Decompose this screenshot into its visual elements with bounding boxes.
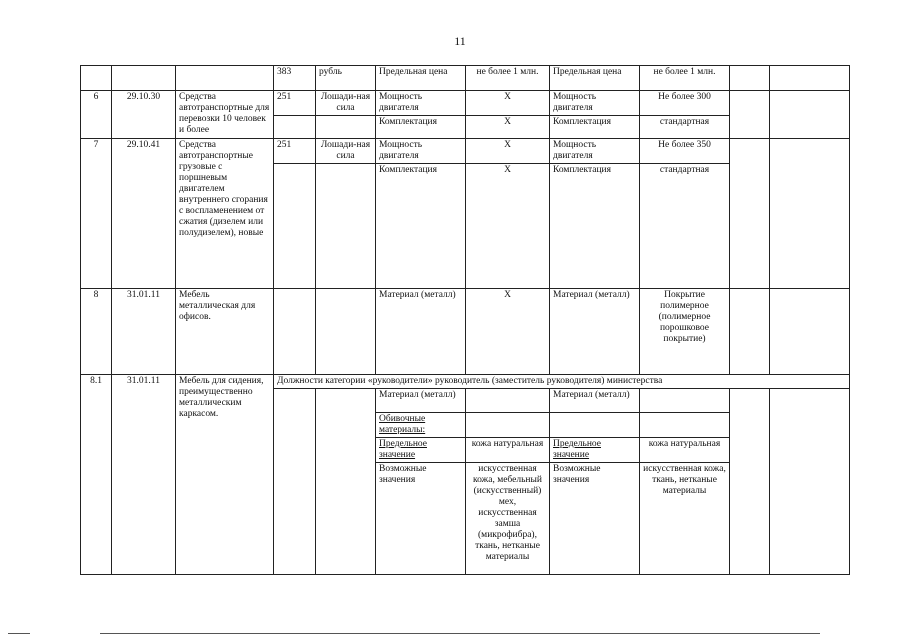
cell-characteristic: Возможные значения — [376, 463, 466, 575]
cell-characteristic: Предельная цена — [376, 66, 466, 91]
cell-empty — [770, 91, 850, 139]
cell-code — [274, 164, 316, 289]
cell-empty — [730, 389, 770, 575]
cell-okpd: 29.10.30 — [112, 91, 176, 139]
cell-unit — [316, 289, 376, 375]
cell-code — [274, 116, 316, 139]
cell-value-2: Не более 300 — [640, 91, 730, 116]
cell-empty — [770, 289, 850, 375]
cell-value: не более 1 млн. — [466, 66, 550, 91]
cell-characteristic-2: Предельная цена — [550, 66, 640, 91]
cell-unit: Лошади-ная сила — [316, 91, 376, 116]
cell-name: Мебель металлическая для офисов. — [176, 289, 274, 375]
cell-characteristic-2: Комплектация — [550, 116, 640, 139]
cell-code: 383 — [274, 66, 316, 91]
cell-empty — [730, 91, 770, 139]
cell-value-2 — [640, 389, 730, 413]
cell-characteristic: Материал (металл) — [376, 389, 466, 413]
cell-unit — [316, 389, 376, 575]
category-header: Должности категории «руководители» руководитель (заместитель руководителя) министерства — [274, 375, 850, 389]
cell-name — [176, 66, 274, 91]
cell-empty — [770, 139, 850, 289]
cell-code: 251 — [274, 91, 316, 116]
cell-empty — [730, 66, 770, 91]
cell-characteristic-2 — [550, 413, 640, 438]
cell-value — [466, 413, 550, 438]
cell-characteristic-2: Материал (металл) — [550, 289, 640, 375]
cell-characteristic: Комплектация — [376, 164, 466, 289]
footer-rule-left — [8, 633, 30, 634]
table-row — [81, 66, 850, 91]
cell-characteristic-2: Комплектация — [550, 164, 640, 289]
cell-value-2: кожа натуральная — [640, 438, 730, 463]
cell-empty — [770, 66, 850, 91]
cell-empty — [730, 289, 770, 375]
cell-value — [466, 389, 550, 413]
cell-value-2: стандартная — [640, 164, 730, 289]
cell-num: 7 — [81, 139, 112, 289]
cell-characteristic-2: Предельное значение — [550, 438, 640, 463]
cell-okpd: 29.10.41 — [112, 139, 176, 289]
cell-value-2: искусственная кожа, ткань, нетканые материалы — [640, 463, 730, 575]
cell-unit — [316, 164, 376, 289]
cell-characteristic-2: Мощность двигателя — [550, 91, 640, 116]
cell-characteristic-2: Материал (металл) — [550, 389, 640, 413]
cell-value: X — [466, 91, 550, 116]
cell-characteristic: Предельное значение — [376, 438, 466, 463]
cell-num: 8.1 — [81, 375, 112, 575]
page-number: 11 — [454, 34, 466, 48]
cell-name: Средства автотранспортные для перевозки 10 человек и более — [176, 91, 274, 139]
cell-num: 8 — [81, 289, 112, 375]
cell-characteristic: Комплектация — [376, 116, 466, 139]
cell-value: кожа натуральная — [466, 438, 550, 463]
cell-unit: рубль — [316, 66, 376, 91]
cell-value-2: Не более 350 — [640, 139, 730, 164]
cell-value: X — [466, 116, 550, 139]
cell-value: искусственная кожа, мебельный (искусственный) мех, искусственная замша (микрофибра), ткань, нетканые материалы — [466, 463, 550, 575]
cell-num: 6 — [81, 91, 112, 139]
cell-characteristic: Материал (металл) — [376, 289, 466, 375]
cell-value-2 — [640, 413, 730, 438]
cell-unit: Лошади-ная сила — [316, 139, 376, 164]
cell-value: X — [466, 139, 550, 164]
cell-value: X — [466, 164, 550, 289]
cell-characteristic-2: Возможные значения — [550, 463, 640, 575]
cell-value-2: Покрытие полимерное (полимерное порошковое покрытие) — [640, 289, 730, 375]
requirements-table — [80, 65, 850, 575]
table-row — [81, 375, 850, 389]
cell-num — [81, 66, 112, 91]
cell-name: Мебель для сидения, преимущественно металлическим каркасом. — [176, 375, 274, 575]
cell-empty — [730, 139, 770, 289]
cell-unit — [316, 116, 376, 139]
cell-value-2: стандартная — [640, 116, 730, 139]
cell-okpd — [112, 66, 176, 91]
footer-rule — [100, 633, 820, 634]
cell-value: X — [466, 289, 550, 375]
cell-code: 251 — [274, 139, 316, 164]
cell-characteristic: Мощность двигателя — [376, 91, 466, 116]
cell-characteristic: Мощность двигателя — [376, 139, 466, 164]
cell-code — [274, 389, 316, 575]
table-row — [81, 289, 850, 375]
cell-characteristic: Обивочные материалы: — [376, 413, 466, 438]
cell-empty — [770, 389, 850, 575]
cell-okpd: 31.01.11 — [112, 375, 176, 575]
cell-okpd: 31.01.11 — [112, 289, 176, 375]
cell-characteristic-2: Мощность двигателя — [550, 139, 640, 164]
cell-name: Средства автотранспортные грузовые с поршневым двигателем внутреннего сгорания с воспламенением от сжатия (дизелем или полудизелем), новые — [176, 139, 274, 289]
cell-value-2: не более 1 млн. — [640, 66, 730, 91]
table-row — [81, 139, 850, 164]
table-row — [81, 91, 850, 116]
cell-code — [274, 289, 316, 375]
